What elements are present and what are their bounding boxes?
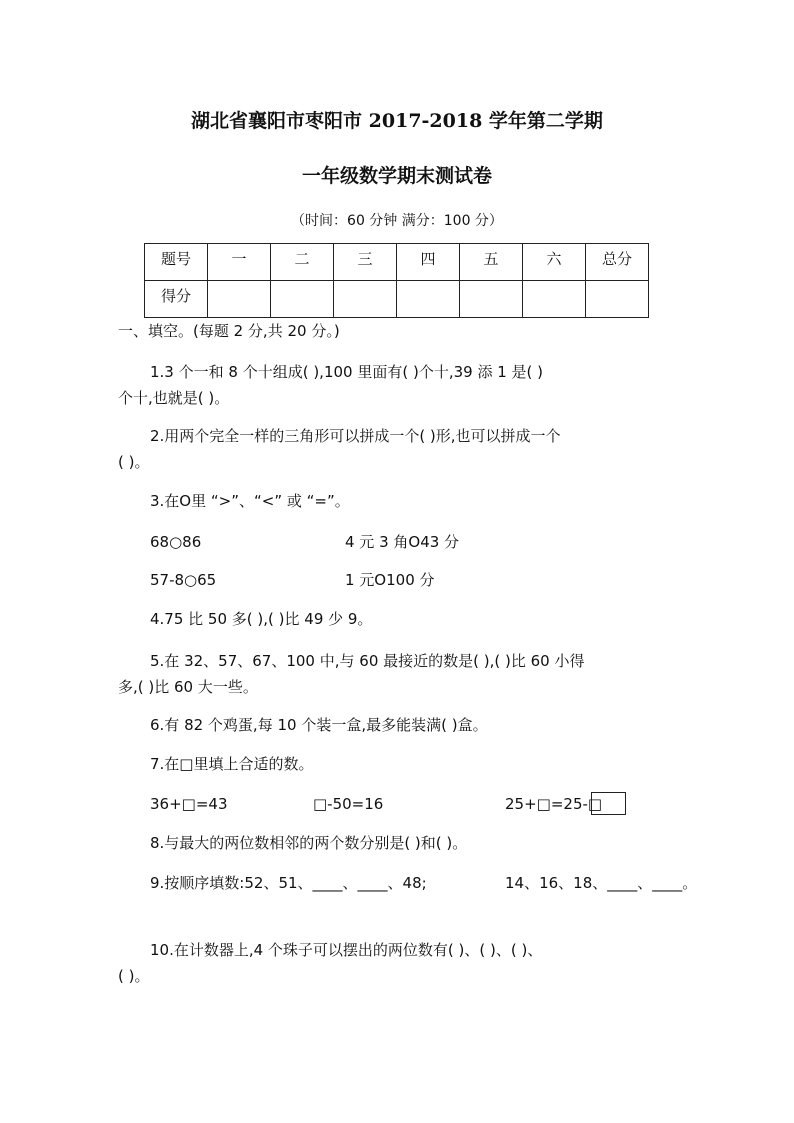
table-cell	[208, 281, 271, 318]
table-cell	[271, 281, 334, 318]
question-7-item-c: 25+□=25-□	[505, 795, 603, 813]
question-10-line1: 10.在计数器上,4 个珠子可以摆出的两位数有( )、( )、( )、	[150, 941, 543, 959]
table-cell	[460, 281, 523, 318]
question-2-line1: 2.用两个完全一样的三角形可以拼成一个( )形,也可以拼成一个	[150, 427, 561, 445]
score-table	[144, 243, 649, 318]
question-3: 3.在O里 “>”、“<” 或 “=”。	[150, 492, 350, 510]
question-1-line2: 个十,也就是( )。	[118, 389, 230, 407]
question-5-line1: 5.在 32、57、67、100 中,与 60 最接近的数是( ),( )比 60 小得	[150, 652, 585, 670]
table-header-cell: 题号	[145, 244, 208, 281]
question-3-item-c: 57-8○65	[150, 571, 217, 589]
question-10-line2: ( )。	[118, 967, 150, 985]
table-cell	[397, 281, 460, 318]
question-9-part-b: 14、16、18、____、____。	[505, 874, 698, 892]
question-3-item-a: 68○86	[150, 533, 202, 551]
table-header-cell: 六	[523, 244, 586, 281]
table-header-cell: 二	[271, 244, 334, 281]
question-4: 4.75 比 50 多( ),( )比 49 少 9。	[150, 610, 373, 628]
question-2-line2: ( )。	[118, 453, 150, 471]
question-7: 7.在□里填上合适的数。	[150, 755, 314, 773]
table-cell	[334, 281, 397, 318]
question-8: 8.与最大的两位数相邻的两个数分别是( )和( )。	[150, 834, 468, 852]
exam-info: （时间：60 分钟 满分：100 分）	[291, 213, 503, 229]
table-header-cell: 五	[460, 244, 523, 281]
question-3-item-b: 4 元 3 角O43 分	[345, 533, 460, 551]
question-3-item-d: 1 元O100 分	[345, 571, 435, 589]
question-7-item-a: 36+□=43	[150, 795, 228, 813]
table-header-cell: 三	[334, 244, 397, 281]
page-title: 湖北省襄阳市枣阳市 2017-2018 学年第二学期	[191, 110, 603, 132]
question-7-item-b: □-50=16	[313, 795, 384, 813]
question-6: 6.有 82 个鸡蛋,每 10 个装一盒,最多能装满( )盒。	[150, 716, 488, 734]
table-cell	[586, 281, 649, 318]
table-header-cell: 四	[397, 244, 460, 281]
question-5-line2: 多,( )比 60 大一些。	[118, 678, 258, 696]
page-subtitle: 一年级数学期末测试卷	[301, 165, 492, 187]
table-cell: 得分	[145, 281, 208, 318]
question-9-part-a: 9.按顺序填数:52、51、____、____、48;	[150, 874, 427, 892]
table-cell	[523, 281, 586, 318]
table-header-cell: 总分	[586, 244, 649, 281]
table-row	[145, 281, 649, 318]
table-row	[145, 244, 649, 281]
table-header-cell: 一	[208, 244, 271, 281]
answer-box	[591, 792, 626, 815]
section-heading: 一、填空。(每题 2 分,共 20 分。)	[118, 322, 340, 340]
question-1-line1: 1.3 个一和 8 个十组成( ),100 里面有( )个十,39 添 1 是( )	[150, 363, 543, 381]
